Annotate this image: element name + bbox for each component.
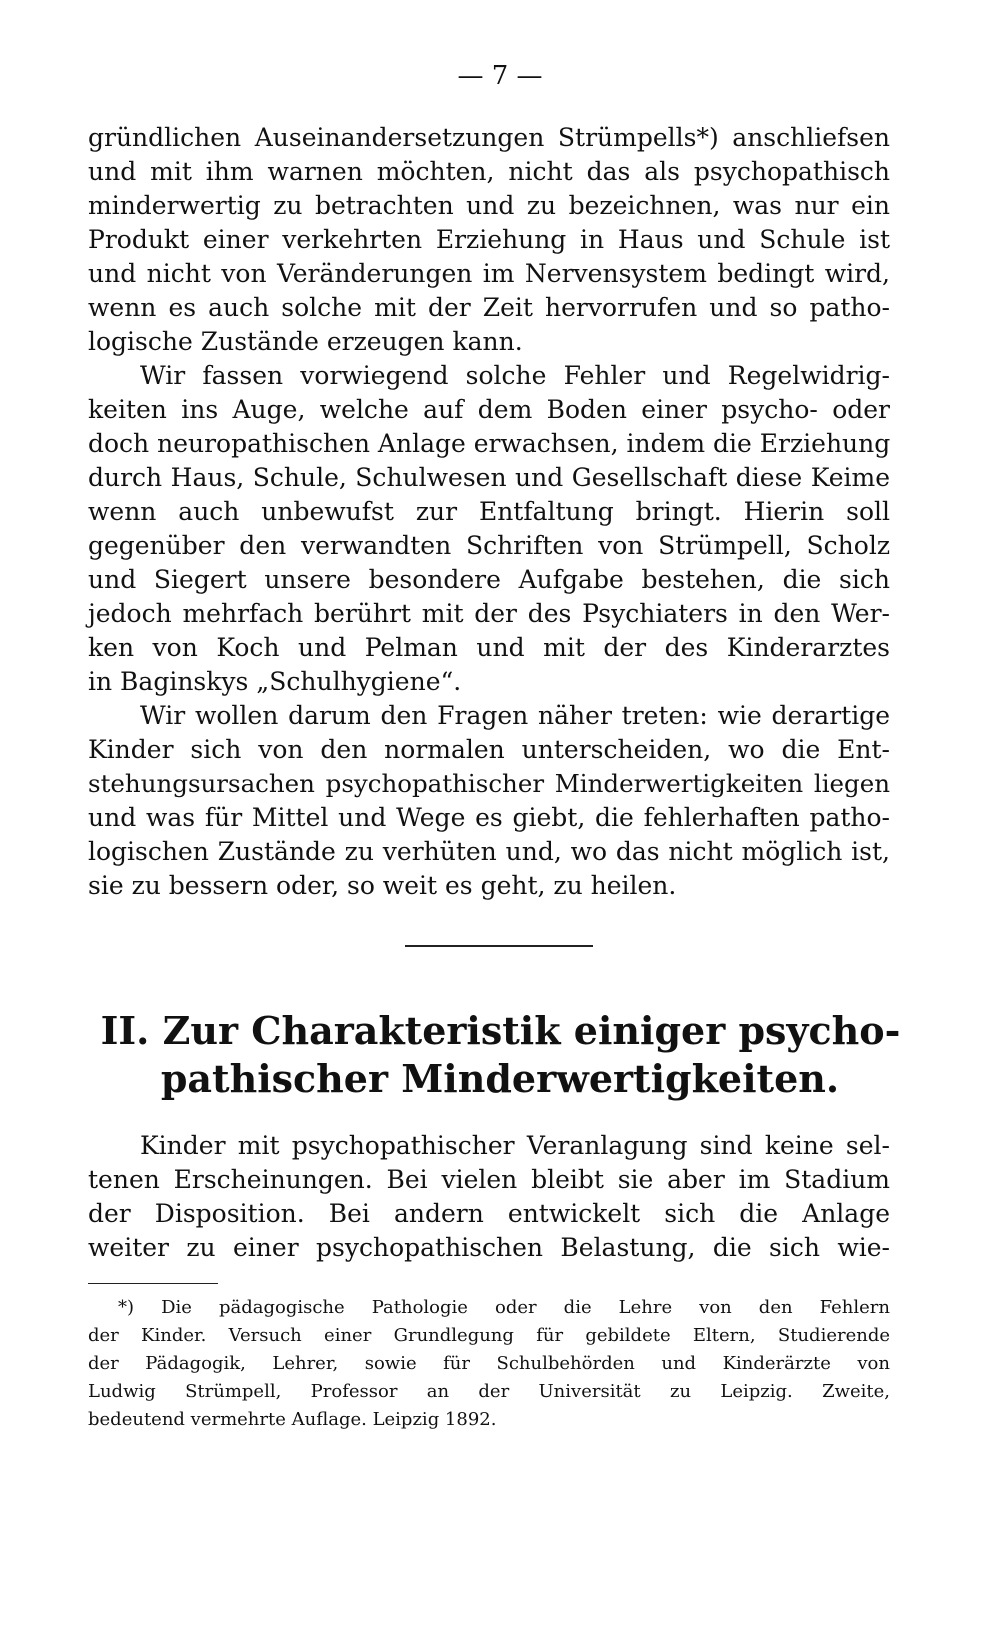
text-line: wenn auch unbewufst zur Entfaltung bringt. Hierin soll — [88, 497, 890, 526]
footnote-line: *) Die pädagogische Pathologie oder die Lehre von den Fehlern — [118, 1297, 890, 1318]
page-number-header: — 7 — — [457, 61, 543, 91]
footnote-line: bedeutend vermehrte Auflage. Leipzig 1892. — [88, 1409, 497, 1430]
text-line: ken von Koch und Pelman und mit der des Kinderarztes — [88, 633, 890, 662]
footnote-line: Ludwig Strümpell, Professor an der Universität zu Leipzig. Zweite, — [88, 1381, 890, 1402]
text-line: logischen Zustände zu verhüten und, wo das nicht möglich ist, — [88, 837, 890, 866]
text-line: keiten ins Auge, welche auf dem Boden einer psycho- oder — [88, 395, 890, 424]
section-heading: II. Zur Charakteristik einiger psycho- — [100, 1008, 901, 1053]
text-line: logische Zustände erzeugen kann. — [88, 327, 523, 356]
text-line: stehungsursachen psychopathischer Minderwertigkeiten liegen — [88, 769, 890, 798]
text-line: tenen Erscheinungen. Bei vielen bleibt sie aber im Stadium — [88, 1165, 890, 1194]
text-line: wenn es auch solche mit der Zeit hervorrufen und so patho- — [88, 293, 890, 322]
text-line: und nicht von Veränderungen im Nervensystem bedingt wird, — [88, 259, 890, 288]
text-line: sie zu bessern oder, so weit es geht, zu heilen. — [88, 871, 677, 900]
text-line: in Baginskys „Schulhygiene“. — [88, 667, 462, 696]
footnote-rule — [88, 1283, 218, 1284]
text-line: und mit ihm warnen möchten, nicht das als psychopathisch — [88, 157, 890, 186]
text-line: Kinder sich von den normalen unterscheiden, wo die Ent- — [88, 735, 890, 764]
text-line: gegenüber den verwandten Schriften von Strümpell, Scholz — [88, 531, 890, 560]
text-line: doch neuropathischen Anlage erwachsen, indem die Erziehung — [88, 429, 891, 458]
text-line: Wir fassen vorwiegend solche Fehler und Regelwidrig- — [140, 361, 890, 390]
text-line: der Disposition. Bei andern entwickelt sich die Anlage — [88, 1199, 890, 1228]
text-line: minderwertig zu betrachten und zu bezeichnen, was nur ein — [88, 191, 890, 220]
text-line: Kinder mit psychopathischer Veranlagung sind keine sel- — [140, 1131, 890, 1160]
footnote-line: der Kinder. Versuch einer Grundlegung für gebildete Eltern, Studierende — [88, 1325, 890, 1346]
section-divider — [405, 945, 593, 947]
text-line: gründlichen Auseinandersetzungen Strümpells*) anschliefsen — [88, 123, 890, 152]
text-line: jedoch mehrfach berührt mit der des Psychiaters in den Wer- — [88, 599, 890, 628]
text-line: durch Haus, Schule, Schulwesen und Gesellschaft diese Keime — [88, 463, 890, 492]
text-line: weiter zu einer psychopathischen Belastung, die sich wie- — [88, 1233, 890, 1262]
section-heading: pathischer Minderwertigkeiten. — [160, 1056, 840, 1101]
footnote-line: der Pädagogik, Lehrer, sowie für Schulbehörden und Kinderärzte von — [88, 1353, 890, 1374]
text-line: und was für Mittel und Wege es giebt, die fehlerhaften patho- — [88, 803, 890, 832]
text-line: und Siegert unsere besondere Aufgabe bestehen, die sich — [88, 565, 890, 594]
text-line: Produkt einer verkehrten Erziehung in Haus und Schule ist — [88, 225, 890, 254]
text-line: Wir wollen darum den Fragen näher treten: wie derartige — [140, 701, 890, 730]
